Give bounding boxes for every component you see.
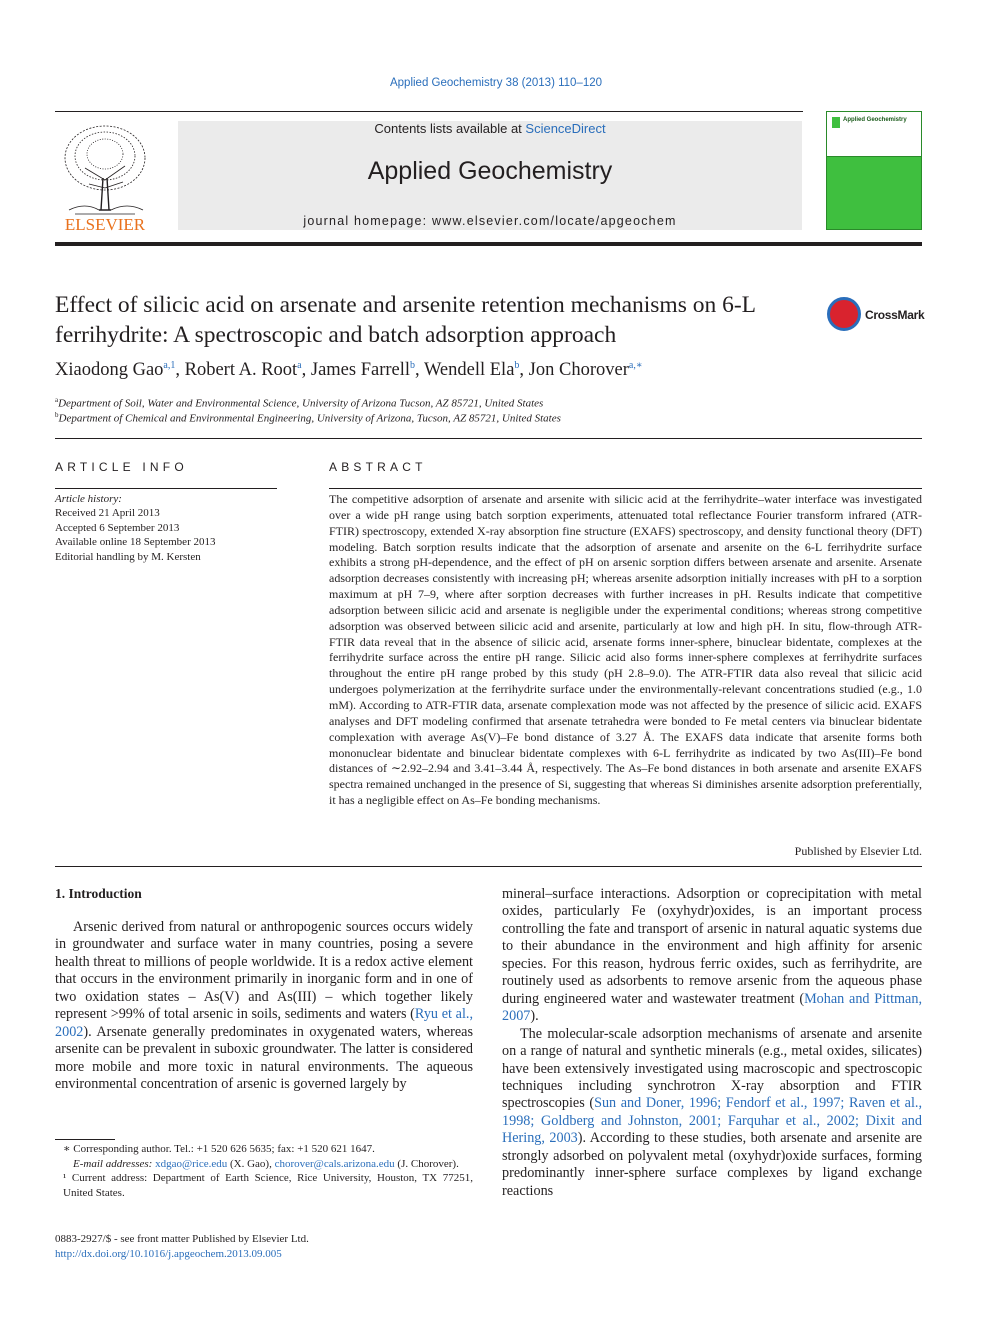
contents-prefix: Contents lists available at <box>374 121 526 136</box>
footnote-rule <box>55 1139 115 1140</box>
accepted-date: Accepted 6 September 2013 <box>55 521 180 534</box>
header-rule <box>55 111 803 112</box>
author-affiliation-marker[interactable]: b <box>410 360 416 371</box>
citation-link[interactable]: Ryu et al., 2002 <box>55 1006 473 1040</box>
body-column-right <box>502 886 922 1200</box>
abstract-heading: ABSTRACT <box>329 460 427 474</box>
paragraph <box>55 919 473 1094</box>
history-label: Article history: <box>55 493 122 505</box>
cover-badge-icon <box>832 117 840 128</box>
affiliation-b <box>55 411 561 425</box>
affiliation-a <box>55 396 543 410</box>
abstract-text: The competitive adsorption of arsenate and arsenite with silicic acid at the ferrihydrite–water interface was investigated over a wide pH range using batch sorption experiments, attenuated total reflectance Fourier transform infrared (ATR-FTIR) spectroscopy, extended X-ray absorption fine structure (EXAFS) spectroscopy, and density functional theory (DFT) modeling. Batch sorption results indicate that the adsorption of arsenate and arsenite on the 6-L ferrihydrite surface exhibits a strong pH-dependence, and the effect of pH on arsenic sorption differs between arsenate and arsenite. Arsenate adsorption decreases consistently with increasing pH; whereas arsenite adsorption initially increases with pH to a sorption maximum at pH 7–9, where after sorption decreases with further increases in pH. Results indicate that competitive adsorption between silicic acid and arsenate is negligible under the experimental conditions; whereas strong competitive adsorption was observed between silicic acid and arsenite, particularly at low and high pH. In situ, flow-through ATR-FTIR data reveal that in the absence of silicic acid, arsenate forms inner-sphere, binuclear bidentate, complexes at the ferrihydrite surface across the entire pH range. Silicic acid also forms inner-sphere complexes at ferrihydrite surfaces throughout the entire pH range probed by this study (pH 2.8–9.0). The ATR-FTIR data also reveal that silicic acid undergoes polymerization at the ferrihydrite surface under the environmentally-relevant concentrations studied (e.g., 1.0 mM). According to ATR-FTIR data, arsenate complexation mode was not affected by the presence of silicic acid. EXAFS analyses and DFT modeling confirmed that arsenate tetrahedra were bonded to Fe metal centers via binuclear bidentate complexation with average As(V)–Fe bond distance of 3.27 Å. The EXAFS data indicate that arsenite forms both mononuclear bidentate and binuclear bidentate complexes with 6-L ferrihydrite as indicated by two As(III)–Fe bond distances of ∼2.92–2.94 and 3.41–3.44 Å, respectively. The As–Fe bond distances in both arsenate and arsenite EXAFS spectra remained unchanged in the presence of Si, suggesting that whereas Si diminishes arsenite adsorption preferentially, it has a negligible effect on As–Fe bonding mechanisms. <box>329 492 922 808</box>
email-owner: (X. Gao), <box>229 1157 272 1170</box>
corresponding-author-note: ∗ Corresponding author. Tel.: +1 520 626 5635; fax: +1 520 621 1647. <box>63 1143 375 1155</box>
article-info-heading: ARTICLE INFO <box>55 460 188 474</box>
abstract-bottom-rule <box>55 866 922 867</box>
email-link[interactable]: xdgao@rice.edu <box>155 1157 228 1170</box>
elsevier-logo <box>55 118 155 236</box>
paragraph-text: mineral–surface interactions. Adsorption or coprecipitation with metal oxides, particularly Fe (oxyhydr)oxides, is an important process controlling the fate and transport of arsenic in natural aquatic systems due to their abundance in the environment and high affinity for arsenic species. For this reason, hydrous ferric oxides, such as ferrihydrite, are routinely used as adsorbents to remove arsenic from the aqueous phase during engineered water and wastewater treatment ( <box>502 886 922 1007</box>
issn-line: 0883-2927/$ - see front matter Published by Elsevier Ltd. <box>55 1233 309 1245</box>
abstract-rule <box>329 488 922 489</box>
author-affiliation-marker[interactable]: a,∗ <box>628 360 643 371</box>
online-date: Available online 18 September 2013 <box>55 536 216 549</box>
cover-title: Applied Geochemistry <box>843 117 907 123</box>
footnotes <box>55 1142 473 1200</box>
journal-title: Applied Geochemistry <box>367 157 613 185</box>
journal-cover-thumbnail[interactable] <box>826 111 922 230</box>
received-date: Received 21 April 2013 <box>55 507 160 520</box>
author-affiliation-marker[interactable]: b <box>514 360 520 371</box>
crossmark-icon <box>827 297 861 331</box>
sciencedirect-link[interactable]: ScienceDirect <box>525 121 606 136</box>
email-label: E-mail addresses: <box>73 1157 153 1170</box>
author-name[interactable]: Wendell Ela <box>423 360 515 381</box>
paragraph-text: Arsenic derived from natural or anthropogenic sources occurs widely in groundwater and surface water in many countries, posing a severe health threat to millions of people worldwide. It is a redox active element that occurs in the environment primarily in inorganic form and in one of two oxidation states – As(V) and As(III) – which together likely represent >99% of total arsenic in soils, sediments and waters ( <box>55 919 473 1023</box>
affiliation-key: a <box>55 396 59 404</box>
author-affiliation-marker[interactable]: a,1 <box>163 360 176 371</box>
article-title: Effect of silicic acid on arsenate and arsenite retention mechanisms on 6-L ferrihydrite: A spectroscopic and batch adsorption approach <box>55 292 756 348</box>
editor-note: Editorial handling by M. Kersten <box>55 550 201 563</box>
cover-header <box>827 112 921 157</box>
article-history <box>55 492 277 564</box>
author-name[interactable]: Robert A. Root <box>184 360 298 381</box>
masthead-rule <box>55 242 922 246</box>
body-column-left <box>55 919 473 1094</box>
paragraph-text: ). Arsenate generally predominates in oxygenated waters, whereas arsenite can be prevalent in suboxic groundwater. The latter is considered more mobile and more toxic in natural environments. The aqueous environmental concentration of arsenic is governed largely by <box>55 1023 473 1093</box>
author-list: Xiaodong Gao$^{a,1}$, Robert A. Root$^a$, James Farrell$^b$, Wendell Ela$^b$, Jon Chorover$^{a,∗}$ <box>55 360 643 381</box>
email-note <box>55 1157 473 1172</box>
citation-link[interactable]: Mohan and Pittman, 2007 <box>502 990 922 1025</box>
affiliation-key: b <box>55 411 59 419</box>
journal-reference-link[interactable]: Applied Geochemistry 38 (2013) 110–120 <box>389 77 603 89</box>
email-owner: (J. Chorover). <box>397 1157 459 1170</box>
email-link[interactable]: chorover@cals.arizona.edu <box>274 1157 395 1170</box>
paragraph-text: The molecular-scale adsorption mechanisms of arsenate and arsenite on a range of natural and synthetic minerals (e.g., metal oxides, silicates) have been extensively investigated using macroscopic and spectroscopic techniques including synchrotron X-ray absorption and FTIR spectroscopies ( <box>502 1025 922 1112</box>
author-name[interactable]: James Farrell <box>310 360 411 381</box>
current-address-note: ¹ Current address: Department of Earth Science, Rice University, Houston, TX 77251, United States. <box>63 1172 473 1199</box>
affiliation-text: Department of Soil, Water and Environmental Science, University of Arizona Tucson, AZ 85721, United States <box>58 397 544 410</box>
imprint <box>55 1232 309 1261</box>
elsevier-tree-icon <box>55 118 155 236</box>
affiliation-text: Department of Chemical and Environmental Engineering, University of Arizona, Tucson, AZ 85721, United States <box>58 412 561 425</box>
published-by: Published by Elsevier Ltd. <box>794 844 922 858</box>
crossmark-label: CrossMark <box>865 308 925 322</box>
doi-link[interactable]: http://dx.doi.org/10.1016/j.apgeochem.2013.09.005 <box>55 1247 282 1260</box>
contents-line <box>178 121 802 136</box>
section-heading: 1. Introduction <box>55 886 142 901</box>
paragraph <box>502 1026 922 1201</box>
crossmark-button[interactable] <box>827 297 947 335</box>
elsevier-wordmark: ELSEVIER <box>64 215 146 234</box>
paragraph-text: ). <box>530 1008 539 1025</box>
author-name[interactable]: Xiaodong Gao <box>55 360 164 381</box>
paragraph-text: ). According to these studies, both arsenate and arsenite are strongly adsorbed on polyvalent metal (oxyhydr)oxide surfaces, forming predominantly inner-sphere surface complexes by ligand exchange reactions <box>502 1130 922 1199</box>
affiliation-rule <box>55 438 922 439</box>
author-name[interactable]: Jon Chorover <box>528 360 629 381</box>
author-affiliation-marker[interactable]: a <box>297 360 302 371</box>
article-info-rule <box>55 488 277 489</box>
paragraph <box>502 886 922 1026</box>
journal-homepage[interactable]: journal homepage: www.elsevier.com/locate/apgeochem <box>303 214 677 228</box>
citation-link[interactable]: Sun and Doner, 1996; Fendorf et al., 1997; Raven et al., 1998; Goldberg and Johnston, 2001; Farquhar et al., 2002; Dixit and Hering, 2003 <box>502 1095 922 1147</box>
